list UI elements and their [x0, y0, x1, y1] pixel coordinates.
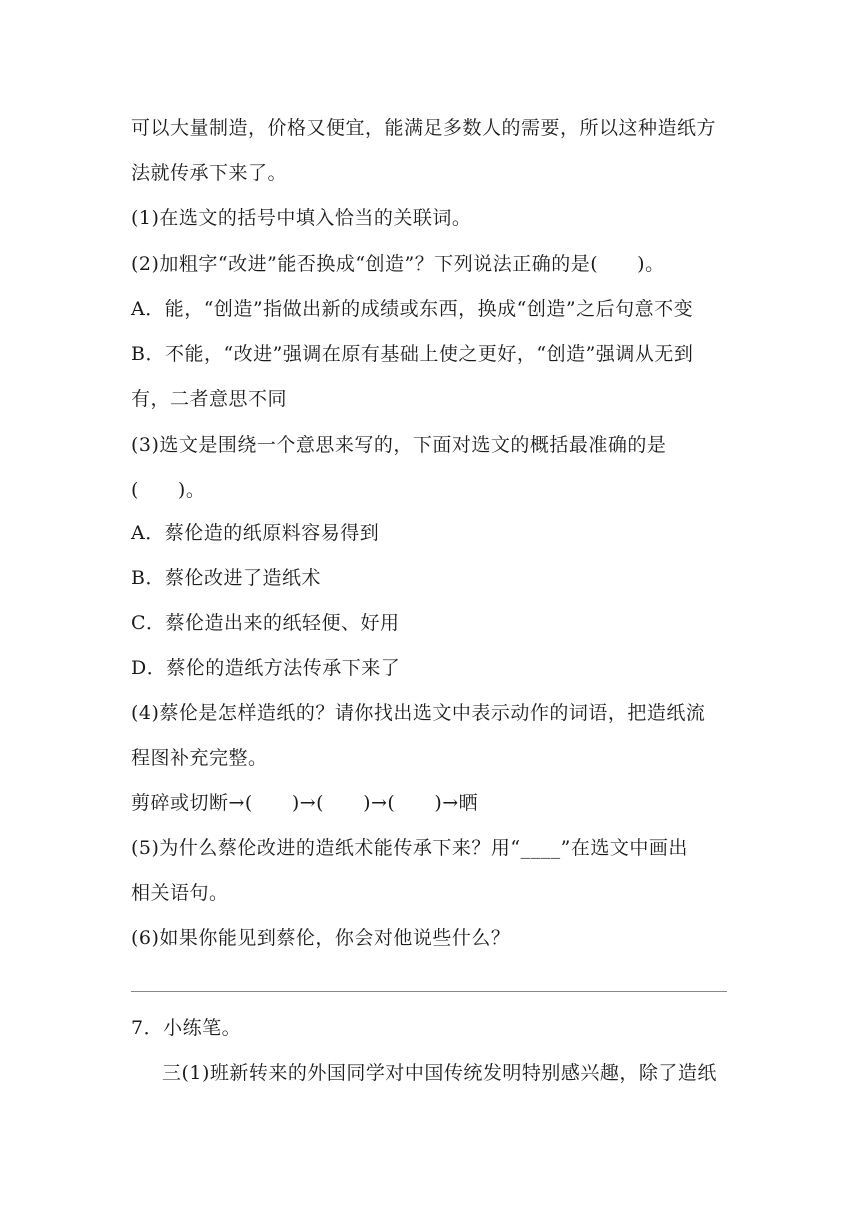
question-5-cont: 相关语句。 — [131, 882, 229, 904]
passage-line-2: 法就传承下来了。 — [131, 162, 288, 184]
question-3-cont: ( )。 — [131, 479, 206, 501]
question-6: (6)如果你能见到蔡伦，你会对他说些什么？ — [131, 927, 511, 949]
question-7-heading: 7．小练笔。 — [131, 1017, 242, 1039]
question-2-option-b: B．不能，“改进”强调在原有基础上使之更好，“创造”强调从无到 — [131, 343, 694, 365]
flowchart-line: 剪碎或切断→( )→( )→( )→晒 — [131, 792, 479, 814]
question-1: (1)在选文的括号中填入恰当的关联词。 — [131, 207, 472, 229]
question-3-option-b: B．蔡伦改进了造纸术 — [131, 567, 321, 589]
question-4: (4)蔡伦是怎样造纸的？请你找出选文中表示动作的词语，把造纸流 — [131, 702, 706, 724]
question-3-option-c: C．蔡伦造出来的纸轻便、好用 — [131, 612, 400, 634]
passage-line-1: 可以大量制造，价格又便宜，能满足多数人的需要，所以这种造纸方 — [131, 117, 717, 139]
question-2-option-a: A．能，“创造”指做出新的成绩或东西，换成“创造”之后句意不变 — [131, 298, 694, 320]
question-2: (2)加粗字“改进”能否换成“创造”？下列说法正确的是( )。 — [131, 253, 665, 275]
question-3-option-d: D．蔡伦的造纸方法传承下来了 — [131, 657, 401, 679]
question-7-prompt: 三(1)班新转来的外国同学对中国传统发明特别感兴趣，除了造纸 — [162, 1062, 717, 1084]
question-3-option-a: A．蔡伦造的纸原料容易得到 — [131, 522, 380, 544]
question-5: (5)为什么蔡伦改进的造纸术能传承下来？用“____”在选文中画出 — [131, 837, 688, 859]
question-4-cont: 程图补充完整。 — [131, 747, 268, 769]
question-2-option-b-cont: 有，二者意思不同 — [131, 388, 288, 410]
answer-line — [131, 991, 727, 992]
question-3: (3)选文是围绕一个意思来写的，下面对选文的概括最准确的是 — [131, 434, 667, 456]
